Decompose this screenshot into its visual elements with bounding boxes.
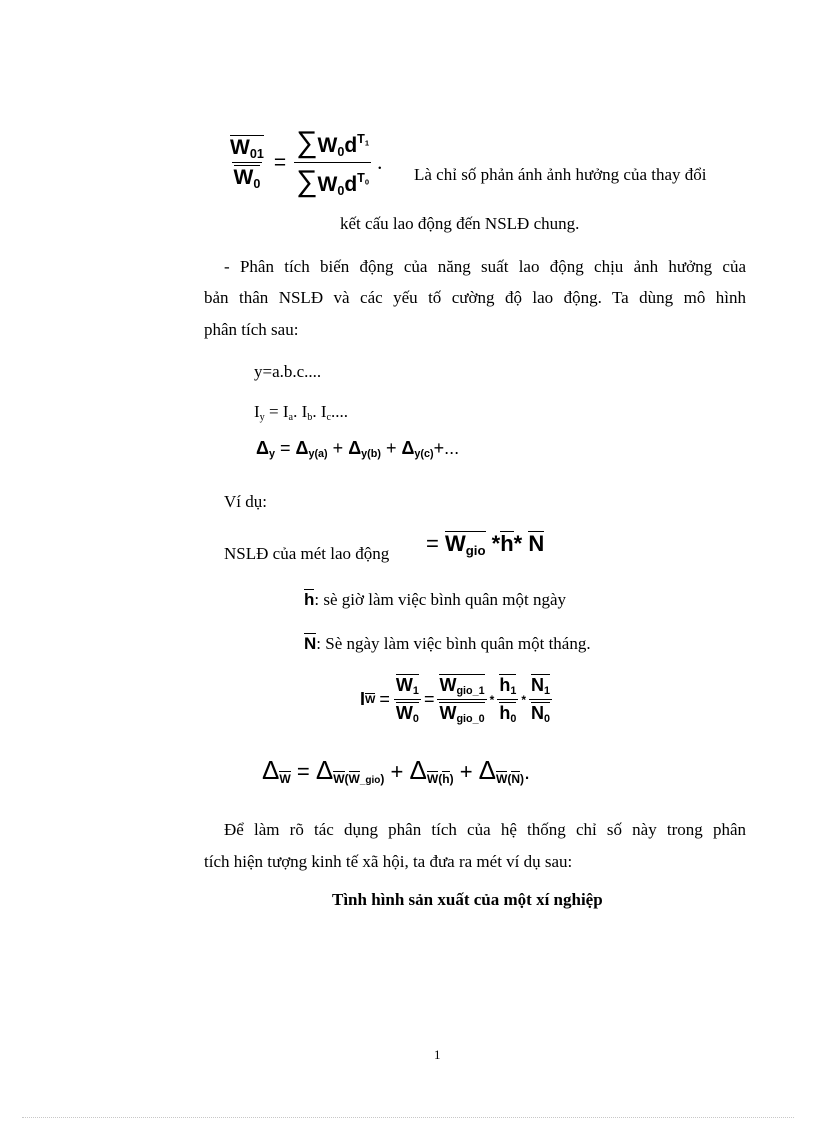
- formula-lhs-fraction: $\frac{W_{01}}{W_0}$: [230, 135, 264, 191]
- formula-structure-index: $\frac{W_{01}}{W_0}$ = $\frac{\sum W_0d^{T_1}}{\sum W_0d^{T_0}}$ .: [230, 126, 383, 198]
- paragraph-line: Để làm rõ tác dụng phân tích của hệ thống chỉ số này trong phân: [224, 820, 746, 839]
- n-definition: N: Sè ngày làm việc bình quân một tháng.: [304, 634, 591, 653]
- paragraph-line: - Phân tích biến động của năng suất lao động chịu ảnh hưởng của: [224, 257, 746, 276]
- h-definition: h: sè giờ làm việc bình quân một ngày: [304, 590, 567, 609]
- table-title: Tình hình sản xuất của một xí nghiệp: [332, 890, 603, 909]
- nsld-label: NSLĐ của mét lao động: [224, 544, 390, 563]
- nsld-formula: = $W_{gio}$ *h* N: [426, 531, 545, 558]
- delta-formula: $\Delta_y = \Delta_{y(a)} + \Delta_{y(b)} + \Delta_{y(c)}+$...: [256, 438, 460, 461]
- page-number: 1: [434, 1047, 441, 1062]
- model-formula: y=a.b.c....: [254, 362, 322, 381]
- productivity-index-formula: I W = $\frac{W_1}{W_0}$ = $\frac{W_{gio\_1}}{W_{gio\_0}}$ * $\frac{h_1}{h_0}$ * $\frac{N_1}{N_0}$: [360, 675, 551, 726]
- paragraph-line: bản thân NSLĐ và các yếu tố cường độ lao động. Ta dùng mô hình: [204, 288, 746, 307]
- page-bottom-divider: [22, 1117, 794, 1118]
- formula-rhs-fraction: $\frac{\sum W_0d^{T_1}}{\sum W_0d^{T_0}}$: [296, 126, 370, 198]
- paragraph-line: phân tích sau:: [204, 320, 299, 339]
- paragraph-line: tích hiện tượng kinh tế xã hội, ta đưa ra mét ví dụ sau:: [204, 852, 573, 871]
- productivity-delta-formula: $\Delta_W = \Delta_{W(W\_gio)} + \Delta_{W(h)} + \Delta_{W(N)}$.: [262, 755, 531, 786]
- formula1-description: Là chỉ số phản ánh ảnh hưởng của thay đổi: [414, 165, 707, 184]
- example-label: Ví dụ:: [224, 492, 267, 511]
- index-formula: $I_y = I_a$. $I_b$. $I_c$....: [254, 402, 349, 424]
- formula1-description-cont: kết cấu lao động đến NSLĐ chung.: [340, 214, 580, 233]
